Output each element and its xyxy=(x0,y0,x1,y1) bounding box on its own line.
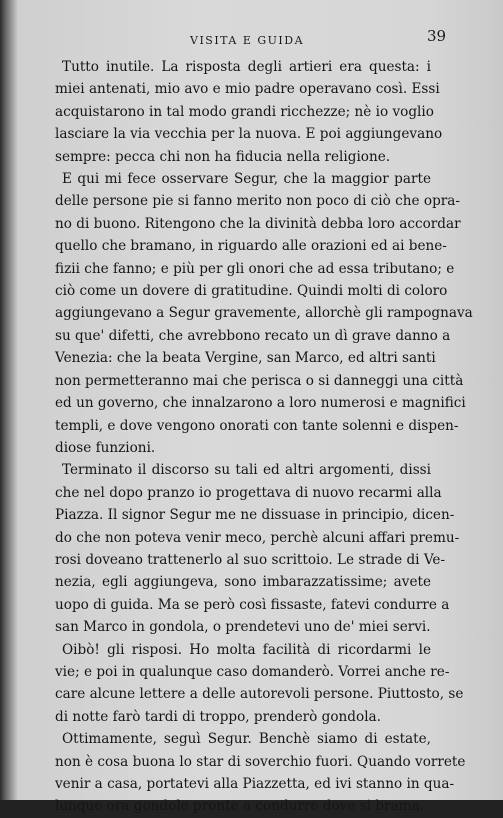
text-line: care alcune lettere a delle autorevoli persone. Piuttosto, se xyxy=(55,686,464,703)
text-line: lasciare la via vecchia per la nuova. E poi aggiungevano xyxy=(55,126,443,143)
running-title: VISITA E GUIDA xyxy=(190,34,305,47)
text-line: venir a casa, portatevi alla Piazzetta, ed ivi stanno in qua- xyxy=(55,776,455,792)
text-line: fizii che fanno; e più per gli onori che ad essa tributano; e xyxy=(55,260,455,277)
text-line: ed un governo, che innalzarono a loro numerosi e magnifici xyxy=(55,395,466,412)
text-line: do che non poteva venir meco, perchè alcuni affari premu- xyxy=(55,529,460,546)
page-header xyxy=(0,24,503,47)
text-line: Tutto inutile. La risposta degli artieri era questa: i xyxy=(62,59,431,75)
text-line: nezia, egli aggiungeva, sono imbarazzatissime; avete xyxy=(55,574,431,591)
text-line: miei antenati, mio avo e mio padre operavano così. Essi xyxy=(55,81,440,98)
text-line: su que' difetti, che avrebbono recato un dì grave danno a xyxy=(55,327,451,344)
page-number: 39 xyxy=(427,27,447,45)
text-line: Ottimamente, seguì Segur. Benchè siamo di estate, xyxy=(62,731,431,748)
text-line: uopo di guida. Ma se però così fissaste, fatevi condurre a xyxy=(55,596,450,613)
text-line: delle persone pie si fanno merito non poco di ciò che opra- xyxy=(55,193,460,210)
text-line: rosi doveano trattenerlo al suo scrittoio. Le strade di Ve- xyxy=(55,551,446,568)
text-line: Oibò! gli risposi. Ho molta facilità di ricordarmi le xyxy=(62,641,431,658)
text-line: Venezia: che la beata Vergine, san Marco, ed altri santi xyxy=(55,350,436,367)
text-line: non è cosa buona lo star di soverchio fuori. Quando vorrete xyxy=(55,753,466,770)
text-line: ciò come un dovere di gratitudine. Quindi molti di coloro xyxy=(55,283,448,300)
text-line: che nel dopo pranzo io progettava di nuovo recarmi alla xyxy=(55,484,442,501)
text-line: aggiungevano a Segur gravemente, allorchè gli rampognava xyxy=(55,305,473,322)
text-line: quello che bramano, in riguardo alle orazioni ed ai bene- xyxy=(55,238,447,255)
text-line: sempre: pecca chi non ha fiducia nella religione. xyxy=(55,148,391,165)
text-line: Piazza. Il signor Segur me ne dissuase in principio, dicen- xyxy=(55,507,455,524)
text-line: E qui mi fece osservare Segur, che la maggior parte xyxy=(62,171,431,188)
text-line: acquistarono in tal modo grandi ricchezze; nè io voglio xyxy=(55,103,434,120)
text-line: Terminato il discorso su tali ed altri argomenti, dissi xyxy=(62,462,431,479)
text-line: diose funzioni. xyxy=(55,439,156,456)
text-line: no di buono. Ritengono che la divinità debba loro accordar xyxy=(55,215,461,232)
text-line: templi, e dove vengono onorati con tante solenni e dispen- xyxy=(55,417,459,434)
body-text xyxy=(55,56,473,818)
text-line: san Marco in gondola, o prendetevi uno de' miei servi. xyxy=(55,619,431,636)
text-line: vie; e poi in qualunque caso domanderò. Vorrei anche re- xyxy=(55,663,450,680)
text-line: lunque ora gondole pronte a condurre dove si brama. xyxy=(55,798,424,815)
text-line: di notte farò tardi di troppo, prenderò gondola. xyxy=(55,708,381,725)
text-line: non permetteranno mai che perisca o si danneggi una città xyxy=(55,372,464,389)
